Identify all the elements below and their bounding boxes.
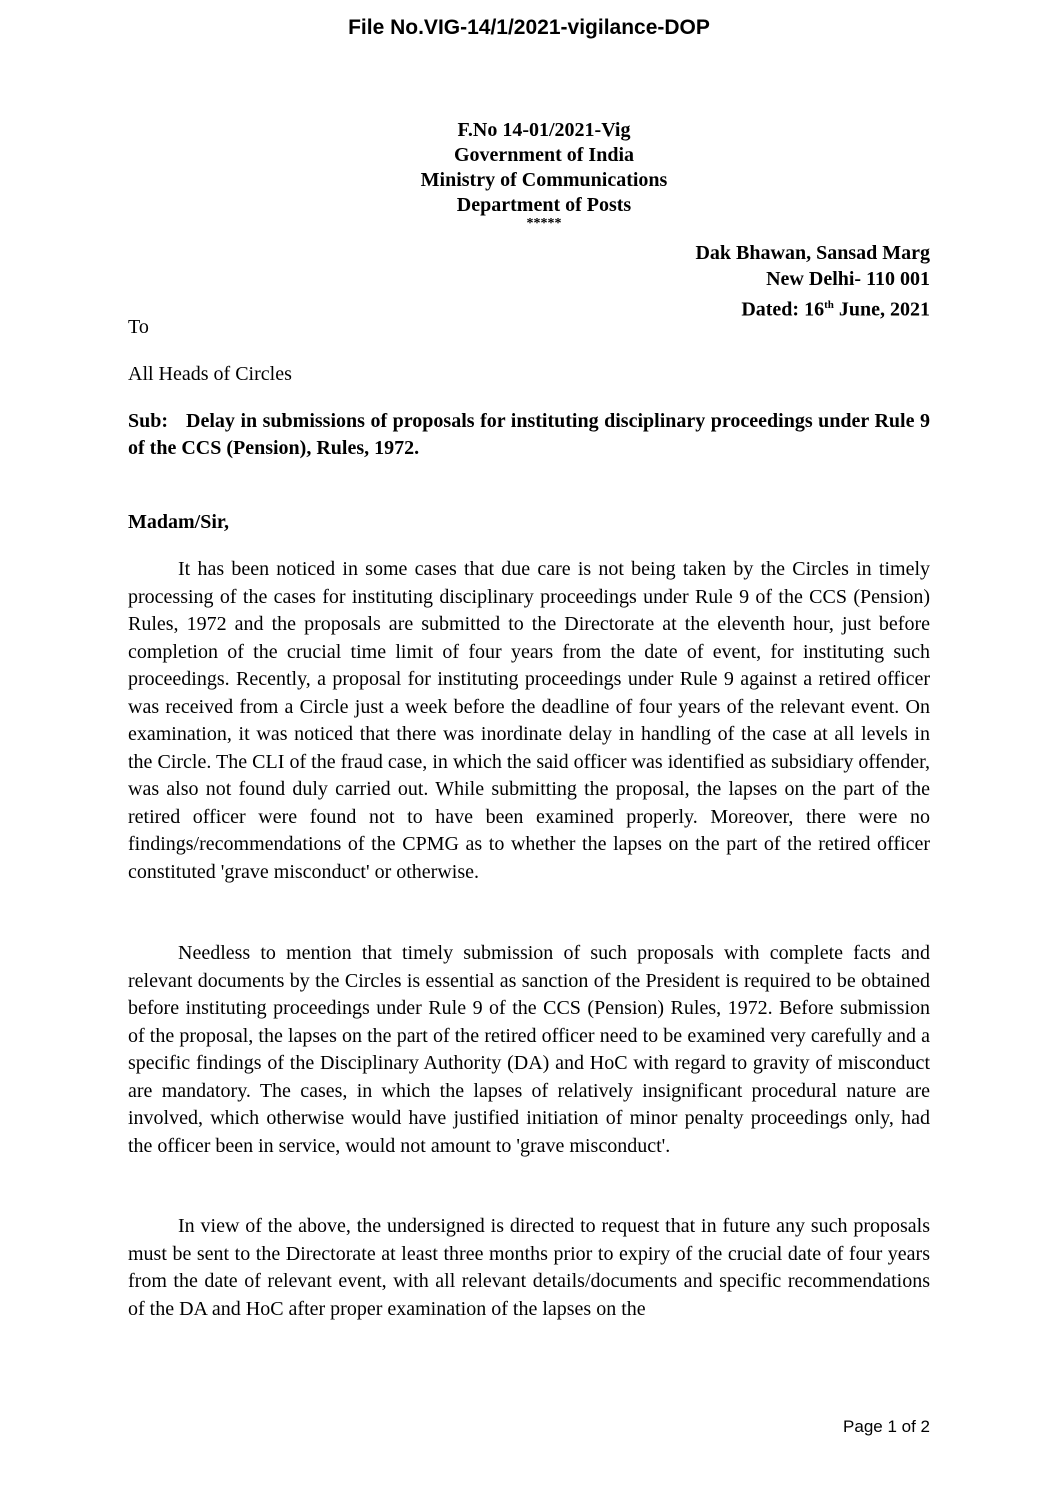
salutation: Madam/Sir,	[128, 511, 229, 533]
subject-text: Delay in submissions of proposals for instituting disciplinary proceedings under Rule 9 of the CCS (Pension), Rules, 1972.	[128, 410, 930, 459]
reference-number: F.No 14-01/2021-Vig	[457, 119, 631, 141]
subject-label: Sub:	[128, 410, 169, 432]
recipient: All Heads of Circles	[128, 363, 292, 385]
government-line: Government of India	[454, 144, 634, 166]
paragraph-3: In view of the above, the undersigned is directed to request that in future any such proposals must be sent to the Directorate at least three months prior to expiry of the crucial date of four years from the date of relevant event, with all relevant details/documents and specific recommendations of the DA and HoC after proper examination of the lapses on the	[128, 1215, 930, 1320]
department-line: Department of Posts	[456, 194, 632, 216]
subject-line	[128, 408, 930, 462]
file-number-header: File No.VIG-14/1/2021-vigilance-DOP	[348, 16, 710, 39]
sender-address	[695, 240, 930, 323]
paragraph-1: It has been noticed in some cases that due care is not being taken by the Circles in timely processing of the cases for instituting disciplinary proceedings under Rule 9 of the CCS (Pension) Rules, 1972 and the proposals are submitted to the Directorate at the eleventh hour, just before completion of the crucial time limit of four years from the date of event, for instituting such proceedings. Recently, a proposal for instituting proceedings under Rule 9 against a retired officer was received from a Circle just a week before the deadline of four years of the relevant event. On examination, it was noticed that there was inordinate delay in handling of the case at all levels in the Circle. The CLI of the fraud case, in which the said officer was identified as subsidiary offender, was also not found duly carried out. While submitting the proposal, the lapses on the part of the retired officer were found not to have been examined properly. Moreover, there were no findings/recommendations of the CPMG as to whether the lapses on the part of the retired officer constituted 'grave misconduct' or otherwise.	[128, 558, 930, 883]
paragraph-2: Needless to mention that timely submission of such proposals with complete facts and relevant documents by the Circles is essential as sanction of the President is required to be obtained before instituting proceedings under Rule 9 of the CCS (Pension) Rules, 1972. Before submission of the proposal, the lapses on the part of the retired officer need to be examined very carefully and a specific findings of the Disciplinary Authority (DA) and HoC with regard to gravity of misconduct are mandatory. The cases, in which the lapses of relatively insignificant procedural nature are involved, which otherwise would have justified initiation of minor penalty proceedings only, had the officer been in service, would not amount to 'grave misconduct'.	[128, 942, 930, 1157]
date-line: Dated: 16th June, 2021	[741, 298, 930, 321]
stars-separator: *****	[526, 216, 562, 231]
address-line-2: New Delhi- 110 001	[766, 268, 930, 290]
page-number: Page 1 of 2	[843, 1417, 930, 1436]
ministry-line: Ministry of Communications	[420, 169, 668, 191]
address-line-1: Dak Bhawan, Sansad Marg	[695, 242, 930, 264]
to-label: To	[128, 316, 149, 338]
letterhead	[0, 118, 1058, 230]
